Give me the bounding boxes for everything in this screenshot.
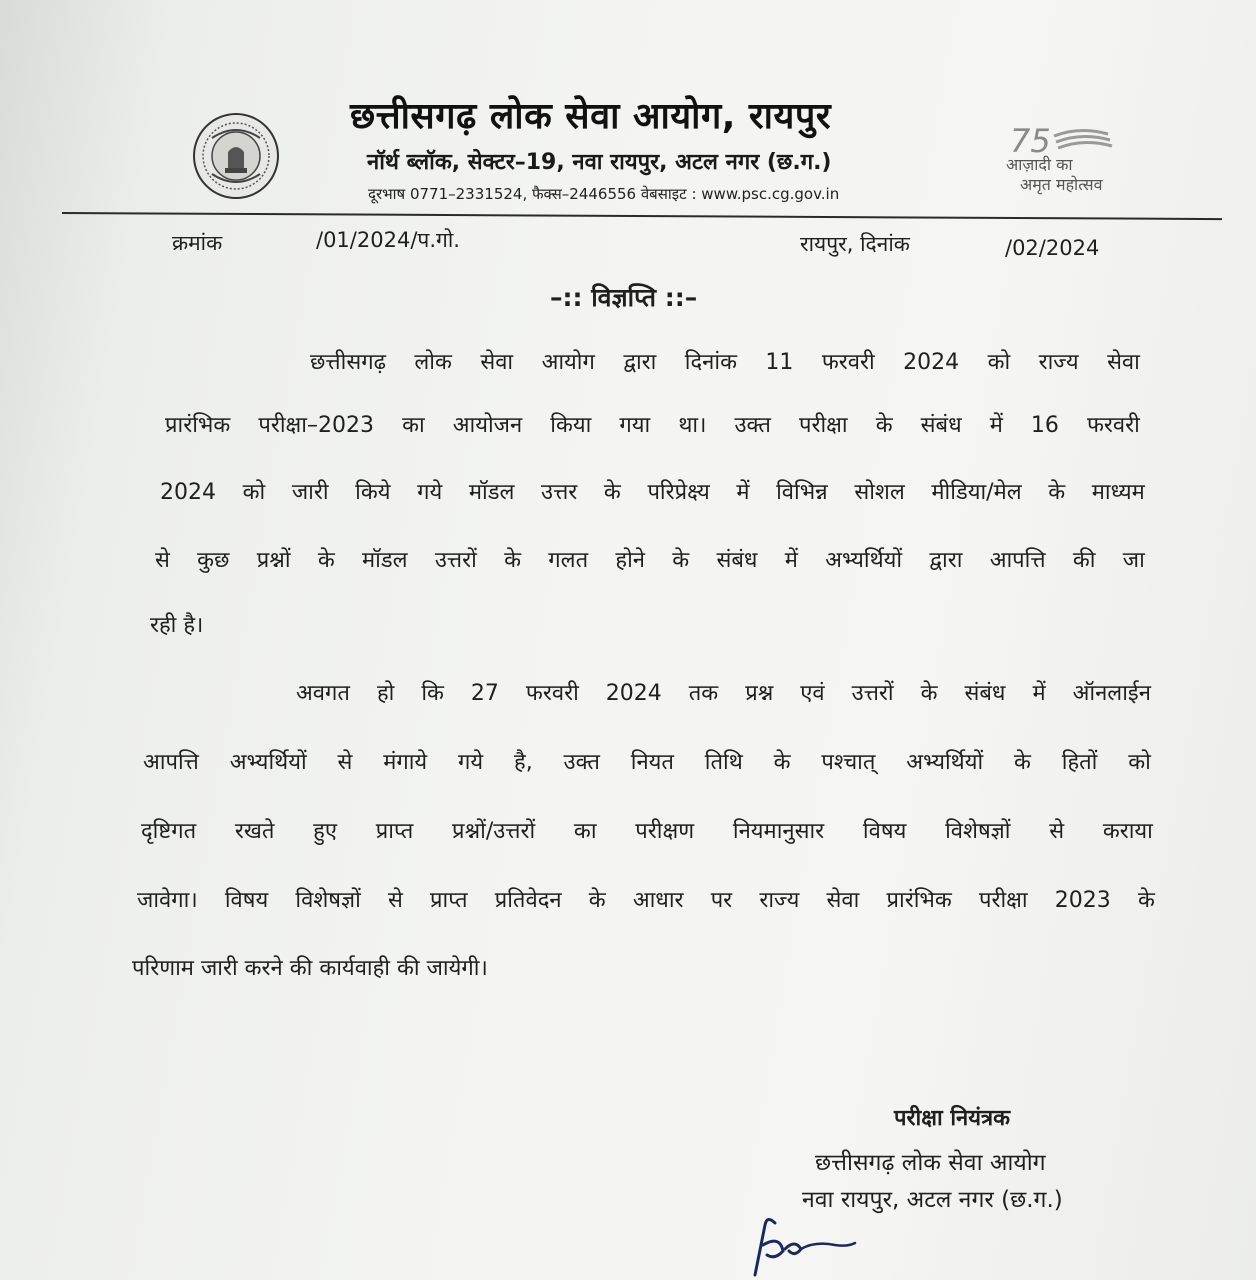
word: में [989,413,1003,438]
paragraph-line: रही है। [150,613,204,638]
word: आपत्ति [143,750,199,775]
word: नियमानुसार [732,819,825,844]
word: मॉडल [468,480,515,505]
word: किये [355,480,391,505]
word: द्वारा [623,350,657,375]
logo-caption-line2: अमृत महोत्सव [1020,175,1103,194]
word: जारी [291,480,329,505]
word: के [672,548,690,573]
word: फरवरी [1086,413,1140,438]
paragraph-line [165,415,1140,437]
word: विषय [862,819,907,844]
word: राज्य [759,888,800,913]
word: से [337,750,353,775]
word: की [1072,548,1096,573]
word: 2024 [605,681,662,706]
word: गलत [548,548,589,573]
word: 27 [470,681,499,706]
word: से [387,888,403,913]
word: गये [417,480,443,505]
word: विषय [224,888,269,913]
word: सेवा [826,888,860,913]
notice-title: –:: विज्ञप्ति ::– [550,283,698,312]
word: होने [615,548,645,573]
word: पश्चात् [821,750,876,775]
svg-text:75: 75 [1010,122,1051,160]
paragraph-line [296,683,1151,705]
word: ऑनलाईन [1072,681,1151,706]
word: तिथि [704,750,743,775]
word: मंगाये [383,750,428,775]
signatory-organization: छत्तीसगढ़ लोक सेवा आयोग [815,1150,1046,1176]
word: प्रश्नों [256,548,291,573]
paragraph-line [137,890,1155,912]
word: को [1128,750,1151,775]
word: कुछ [197,548,230,573]
word: परीक्षा [978,888,1028,913]
word: है, [514,750,533,775]
word: उत्तरों [851,681,894,706]
word: था। [678,413,707,438]
paragraph-line [160,482,1145,504]
word: के [1014,750,1031,775]
word: परीक्षा–2023 [258,413,374,438]
word: कराया [1102,819,1153,844]
word: अवगत [296,681,350,706]
word: के [603,480,621,505]
logo-caption-line1: आज़ादी का [1006,155,1073,174]
word: 16 [1030,413,1059,438]
word: रखते [234,819,275,844]
word: उत्तरों [434,548,477,573]
word: अभ्यर्थियों [906,750,984,775]
word: संबंध [920,413,962,438]
word: सेवा [1107,350,1140,375]
word: आधार [632,888,684,913]
word: सोशल [854,480,905,505]
header-divider [62,212,1222,220]
word: हुए [313,819,338,844]
word: छत्तीसगढ़ [310,350,386,375]
word: से [155,548,170,573]
paragraph-line [155,550,1145,572]
word: विभिन्न [776,480,828,505]
word: के [1137,888,1155,913]
word: उक्त [563,750,600,775]
word: 2024 [160,480,216,505]
word: से [1049,819,1065,844]
word: मॉडल [362,548,408,573]
organization-address: नॉर्थ ब्लॉक, सेक्टर–19, नवा रायपुर, अटल नगर (छ.ग.) [367,150,832,175]
paragraph-line [143,752,1151,774]
word: राज्य [1038,350,1079,375]
word: विशेषज्ञों [295,888,361,913]
word: के [920,681,938,706]
word: 11 [765,350,794,375]
word: पर [710,888,733,913]
word: फरवरी [821,350,875,375]
word: प्रतिवेदन [494,888,562,913]
word: संबंध [964,681,1006,706]
word: प्राप्त [375,819,414,844]
date-label: रायपुर, दिनांक [800,232,910,256]
word: के [588,888,606,913]
word: उक्त [734,413,771,438]
date-value: /02/2024 [1005,236,1100,260]
word: प्रारंभिक [165,413,231,438]
word: गये [458,750,484,775]
word: के [317,548,335,573]
word: जा [1122,548,1145,573]
word: परीक्षण [635,819,695,844]
paragraph-line [141,821,1153,843]
signatory-place: नवा रायपुर, अटल नगर (छ.ग.) [802,1187,1063,1213]
word: दिनांक [684,350,737,375]
word: गया [619,413,651,438]
reference-label: क्रमांक [172,231,223,255]
word: लोक [414,350,452,375]
word: प्रारंभिक [886,888,952,913]
word: परीक्षा [798,413,848,438]
word: तक [688,681,719,706]
word: के [773,750,791,775]
paragraph-line: परिणाम जारी करने की कार्यवाही की जायेगी। [132,956,488,981]
organization-title: छत्तीसगढ़ लोक सेवा आयोग, रायपुर [350,96,832,137]
word: अभ्यर्थियों [229,750,307,775]
word: प्रश्न [745,681,774,706]
word: द्वारा [929,548,963,573]
word: परिप्रेक्ष्य [647,480,710,505]
word: एवं [800,681,825,706]
word: जावेगा। [137,888,198,913]
word: में [784,548,798,573]
signatory-title: परीक्षा नियंत्रक [894,1106,1011,1131]
word: का [402,413,425,438]
word: हितों [1061,750,1098,775]
word: सेवा [480,350,514,375]
word: आपत्ति [989,548,1046,573]
word: प्रश्नों/उत्तरों [452,819,536,844]
word: कि [421,681,444,706]
word: संबंध [716,548,758,573]
word: में [1032,681,1046,706]
organization-contact: दूरभाष 0771–2331524, फैक्स–2446556 वेबसाइट : www.psc.cg.gov.in [368,185,840,203]
word: किया [550,413,592,438]
word: 2024 [903,350,960,375]
word: मीडिया/मेल [931,480,1022,505]
word: के [504,548,521,573]
word: अभ्यर्थियों [825,548,903,573]
word: 2023 [1054,888,1111,913]
word: हो [376,681,395,706]
paragraph-line [310,352,1140,374]
reference-number: /01/2024/प.गो. [316,228,460,252]
word: आयोग [541,350,595,375]
word: उत्तर [541,480,578,505]
word: आयोजन [452,413,523,438]
word: फरवरी [525,681,579,706]
word: माध्यम [1091,480,1145,505]
word: को [987,350,1011,375]
word: प्राप्त [430,888,468,913]
word: को [242,480,266,505]
word: में [736,480,750,505]
word: का [573,819,597,844]
word: दृष्टिगत [141,819,197,844]
word: नियत [630,750,674,775]
state-emblem-seal [192,112,280,200]
word: के [875,413,893,438]
handwritten-signature [735,1205,865,1280]
word: विशेषज्ञों [945,819,1011,844]
word: के [1048,480,1066,505]
